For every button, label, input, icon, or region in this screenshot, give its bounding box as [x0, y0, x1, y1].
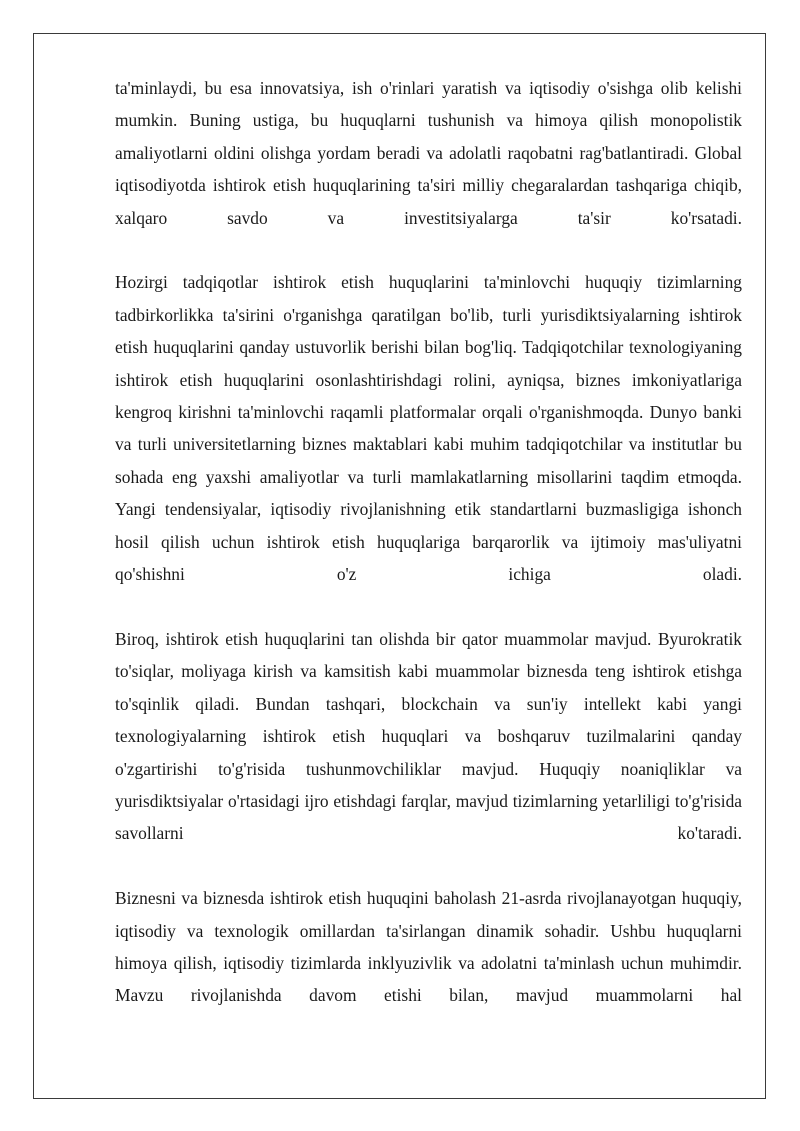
document-body	[115, 72, 742, 1012]
paragraph-3: Biroq, ishtirok etish huquqlarini tan olishda bir qator muammolar mavjud. Byurokratik to'siqlar, moliyaga kirish va kamsitish kabi muammolar biznesda teng ishtirok etishga to'sqinlik qiladi. Bundan tashqari, blockchain va sun'iy intellekt kabi yangi texnologiyalarning ishtirok etish huquqlari va boshqaruv tuzilmalarini qanday o'zgartirishi to'g'risida tushunmovchiliklar mavjud. Huquqiy noaniqliklar va yurisdiktsiyalar o'rtasidagi ijro etishdagi farqlar, mavjud tizimlarning yetarliligi to'g'risida savollarni ko'taradi.	[115, 628, 742, 844]
paragraph-1: ta'minlaydi, bu esa innovatsiya, ish o'rinlari yaratish va iqtisodiy o'sishga olib kelishi mumkin. Buning ustiga, bu huquqlarni tushunish va himoya qilish monopolistik amaliyotlarni oldini olishga yordam beradi va adolatli raqobatni rag'batlantiradi. Global iqtisodiyotda ishtirok etish huquqlarining ta'siri milliy chegaralardan tashqariga chiqib, xalqaro savdo va investitsiyalarga ta'sir ko'rsatadi.	[115, 78, 742, 228]
paragraph-4: Biznesni va biznesda ishtirok etish huquqini baholash 21-asrda rivojlanayotgan huquqiy, iqtisodiy va texnologik omillardan ta'sirlangan dinamik sohadir. Ushbu huquqlarni himoya qilish, iqtisodiy tizimlarda inklyuzivlik va adolatni ta'minlash uchun muhimdir. Mavzu rivojlanishda davom etishi bilan, mavjud muammolarni hal	[115, 888, 742, 1006]
paragraph-2: Hozirgi tadqiqotlar ishtirok etish huquqlarini ta'minlovchi huquqiy tizimlarning tadbirkorlikka ta'sirini o'rganishga qaratilgan bo'lib, turli yurisdiktsiyalarning ishtirok etish huquqlarini qanday ustuvorlik berishi bilan bog'liq. Tadqiqotchilar texnologiyaning ishtirok etish huquqlarini osonlashtirishdagi rolini, ayniqsa, biznes imkoniyatlariga kengroq kirishni ta'minlovchi raqamli platformalar orqali o'rganishmoqda. Dunyo banki va turli universitetlarning biznes maktablari kabi muhim tadqiqotchilar va institutlar bu sohada eng yaxshi amaliyotlar va turli mamlakatlarning misollarini taqdim etmoqda. Yangi tendensiyalar, iqtisodiy rivojlanishning etik standartlarni buzmasligiga ishonch hosil qilish uchun ishtirok etish huquqlariga barqarorlik va ijtimoiy mas'uliyatni qo'shishni o'z ichiga oladi.	[115, 272, 742, 585]
